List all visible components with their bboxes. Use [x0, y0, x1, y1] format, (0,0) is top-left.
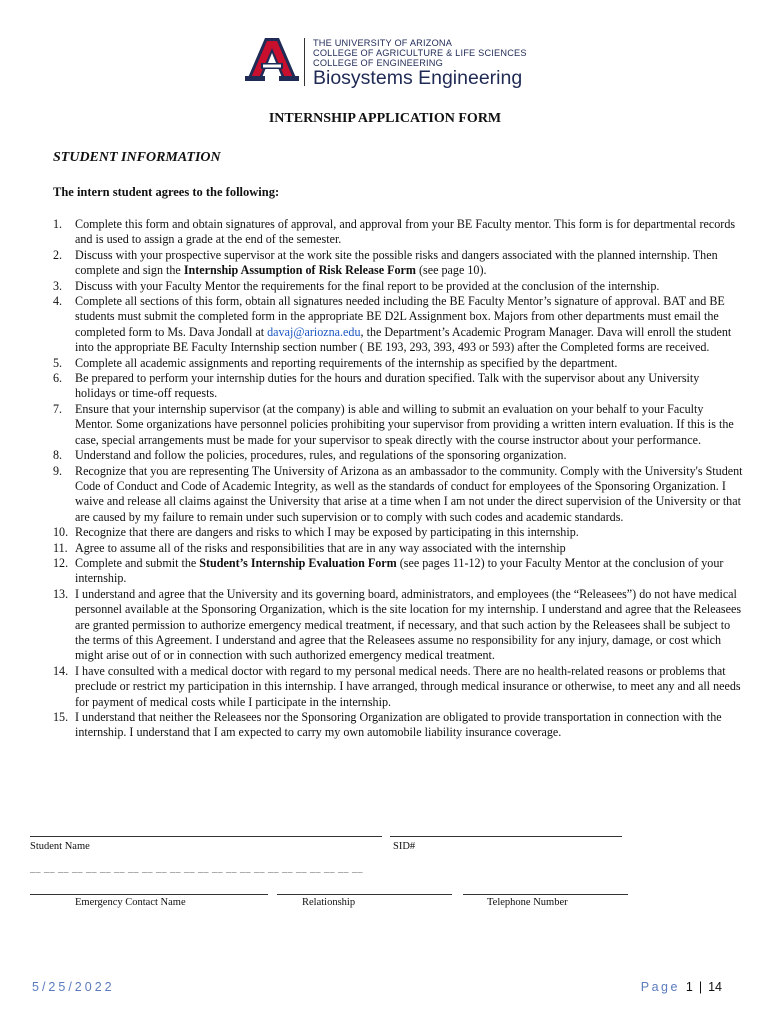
list-item-text: Complete this form and obtain signatures of approval, and approval from your BE Faculty mentor. This form is for departmental records and is used to assign a grade at the end of the semester. — [75, 217, 736, 247]
list-item-text: I understand and agree that the University and its governing board, administrators, and employees (the “Releasees”) do not have medical personnel available at the Sponsoring Organization, which is the site location for my internship. I understand and agree that the Releasees are granted permission to authorize emergency medical treatment, if necessary, and that such action by the Releasees shall be subject to the terms of this Agreement. I understand and agree that the Releasees assume no responsibility for any injury, damage, or cost which might arise out of or in connection with such authorized emergency medical treatment. — [75, 586, 742, 663]
sid-label: SID# — [393, 841, 416, 852]
student-name-line[interactable] — [30, 836, 382, 837]
institution-line-3: COLLEGE OF ENGINEERING — [313, 58, 443, 68]
page-prefix: Page — [640, 980, 680, 994]
footer-page-number — [641, 980, 722, 994]
institution-line-1: THE UNIVERSITY OF ARIZONA — [313, 38, 453, 48]
list-item-text: , the Department’s Academic Program Manager. Dava will enroll the student into the appropriate BE Faculty Internship section number ( BE 193, 293, 393, 493 or 593) after the Completed forms are received. — [75, 324, 732, 355]
logo-divider — [304, 38, 305, 86]
telephone-label: Telephone Number — [487, 897, 568, 908]
list-item-text: Complete all sections of this form, obtain all signatures needed including the BE Faculty Mentor’s signature of approval. BAT and BE students must submit the completed form in the appropriate BE D2L Assignment box. Majors from other departments must email the completed form to Ms. Dava Jondall at — [75, 294, 725, 339]
list-item-text: (see pages 11-12) to your Faculty Mentor at the conclusion of your internship. — [75, 555, 724, 586]
list-item — [53, 664, 743, 710]
bold-form-name: Internship Assumption of Risk Release Form — [183, 263, 416, 278]
list-item-text: Recognize that there are dangers and risks to which I may be exposed by participating in this internship. — [75, 525, 579, 540]
list-item-text: Discuss with your Faculty Mentor the requirements for the final report to be provided at the conclusion of the internship. — [75, 278, 660, 293]
sid-line[interactable] — [390, 836, 622, 837]
list-item — [53, 448, 743, 463]
list-item-number: 3. — [53, 278, 63, 293]
list-item — [53, 217, 743, 248]
list-item — [53, 279, 743, 294]
intro-text: The intern student agrees to the following: — [53, 185, 280, 199]
list-item — [53, 541, 743, 556]
list-item — [53, 464, 743, 526]
list-item-number: 8. — [53, 448, 63, 463]
page-number: 1 — [685, 980, 693, 994]
page-separator: | — [698, 980, 703, 994]
emergency-contact-line[interactable] — [30, 894, 268, 895]
letterhead — [245, 36, 545, 92]
list-item — [53, 525, 743, 540]
emergency-contact-label: Emergency Contact Name — [75, 897, 186, 908]
list-item-number: 9. — [53, 463, 63, 478]
relationship-label: Relationship — [302, 897, 356, 908]
list-item-text: Discuss with your prospective supervisor at the work site the possible risks and dangers associated with the planned internship. Then complete and sign the — [75, 247, 718, 278]
list-item-number: 14. — [53, 663, 69, 678]
list-item — [53, 248, 743, 279]
list-item-number: 12. — [53, 555, 69, 570]
list-item-number: 6. — [53, 371, 63, 386]
telephone-line[interactable] — [463, 894, 628, 895]
list-item-text: Understand and follow the policies, procedures, rules, and regulations of the sponsoring organization. — [75, 448, 567, 463]
section-title: STUDENT INFORMATION — [53, 150, 221, 165]
relationship-line[interactable] — [277, 894, 452, 895]
list-item-text: I understand that neither the Releasees nor the Sponsoring Organization are obligated to provide transportation in connection with the internship. I understand that I am expected to carry my own automobile liability insurance coverage. — [75, 710, 722, 740]
list-item-number: 1. — [53, 217, 63, 231]
list-item — [53, 402, 743, 448]
list-item — [53, 710, 743, 741]
list-item-number: 15. — [53, 710, 69, 724]
list-item-text: Ensure that your internship supervisor (at the company) is able and willing to submit an evaluation on your behalf to your Faculty Mentor. Some organizations have personnel policies prohibiting your supervisor from providing a written intern evaluation. If this is the case, special arrangements must be made for your supervisor to speak directly with the course instructor about your performance. — [75, 401, 734, 447]
list-item — [53, 371, 743, 402]
university-of-arizona-a-logo — [245, 36, 299, 82]
bold-form-name: Student’s Internship Evaluation Form — [199, 555, 397, 570]
list-item-number: 5. — [53, 355, 63, 370]
list-item-text: Agree to assume all of the risks and responsibilities that are in any way associated with the internship — [75, 540, 566, 555]
form-title: INTERNSHIP APPLICATION FORM — [268, 111, 502, 126]
list-item-number: 11. — [53, 540, 68, 555]
list-item — [53, 356, 743, 371]
list-item-text: Be prepared to perform your internship duties for the hours and duration specified. Talk with the supervisor about any University holidays or time-off requests. — [75, 371, 700, 401]
list-item-number: 2. — [53, 247, 63, 262]
email-link[interactable]: davaj@ariozna.edu — [267, 324, 361, 339]
list-item-text: Complete and submit the — [75, 555, 200, 570]
list-item-number: 10. — [53, 525, 69, 540]
agreement-list — [53, 217, 743, 741]
list-item-text: (see page 10). — [415, 263, 487, 278]
student-name-label: Student Name — [30, 841, 90, 852]
list-item-text: Complete all academic assignments and reporting requirements of the internship as specified by the department. — [75, 355, 618, 370]
list-item-text: I have consulted with a medical doctor with regard to my personal medical needs. There are no health-related reasons or problems that preclude or restrict my participation in this internship. I have arranged, through medical insurance or otherwise, to meet any and all needs for payment of medical costs while I participate in the internship. — [75, 663, 741, 709]
list-item — [53, 294, 743, 356]
list-item-text: Recognize that you are representing The University of Arizona as an ambassador to the community. Comply with the University's Student Code of Conduct and Code of Academic Integrity, as well as the standards of conduct for employees of the Sponsoring Organization. I waive and release all claims against the University that arise at a time when I am not under the direct supervision of the University or that are caused by my failure to remain under such supervision or to comply with such codes and academic standards. — [75, 463, 743, 524]
list-item-number: 7. — [53, 401, 63, 416]
page-total: 14 — [708, 980, 722, 994]
department-name: Biosystems Engineering — [313, 67, 523, 89]
list-item — [53, 587, 743, 664]
list-item-number: 4. — [53, 294, 63, 309]
institution-line-2: COLLEGE OF AGRICULTURE & LIFE SCIENCES — [313, 48, 527, 58]
dashed-line: __ __ __ __ __ __ __ __ __ __ __ __ __ __ __ __ __ __ __ __ __ __ __ __ — [30, 863, 363, 874]
list-item-number: 13. — [53, 586, 69, 601]
list-item — [53, 556, 743, 587]
footer-date: 5/25/2022 — [32, 980, 115, 994]
